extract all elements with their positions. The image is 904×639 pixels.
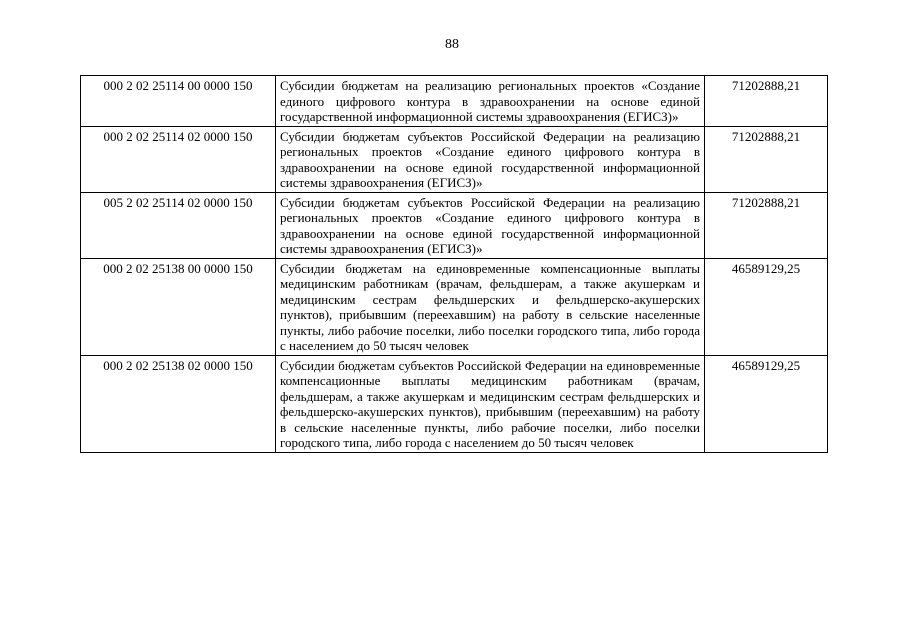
amount-cell: 46589129,25 [705,258,828,355]
amount-cell: 71202888,21 [705,192,828,258]
description-cell: Субсидии бюджетам субъектов Российской Федерации на единовременные компенсационные выплаты медицинским работникам (врачам, фельдшерам, а также акушеркам и медицинским сестрам фельдшерских и фельдшерско-акушерских пунктов), прибывшим (переехавшим) на работу в сельские населенные пункты, либо рабочие поселки, либо поселки городского типа, либо города с населением до 50 тысяч человек [276,355,705,452]
description-cell: Субсидии бюджетам субъектов Российской Федерации на реализацию региональных проектов «Создание единого цифрового контура в здравоохранении на основе единой государственной информационной системы здравоохранения (ЕГИСЗ)» [276,192,705,258]
budget-code-cell: 000 2 02 25138 00 0000 150 [81,258,276,355]
budget-code-cell: 005 2 02 25114 02 0000 150 [81,192,276,258]
budget-code-cell: 000 2 02 25114 00 0000 150 [81,76,276,127]
description-cell: Субсидии бюджетам на единовременные компенсационные выплаты медицинским работникам (врачам, фельдшерам, а также акушеркам и медицинским сестрам фельдшерских и фельдшерско-акушерских пунктов), прибывшим (переехавшим) на работу в сельские населенные пункты, либо рабочие поселки, либо поселки городского типа, либо города с населением до 50 тысяч человек [276,258,705,355]
budget-code-cell: 000 2 02 25114 02 0000 150 [81,126,276,192]
table-row [81,192,828,258]
description-cell: Субсидии бюджетам субъектов Российской Федерации на реализацию региональных проектов «Создание единого цифрового контура в здравоохранении на основе единой государственной информационной системы здравоохранения (ЕГИСЗ)» [276,126,705,192]
table-row [81,355,828,452]
budget-code-cell: 000 2 02 25138 02 0000 150 [81,355,276,452]
table-row [81,76,828,127]
table-row [81,258,828,355]
amount-cell: 71202888,21 [705,126,828,192]
description-cell: Субсидии бюджетам на реализацию региональных проектов «Создание единого цифрового контура в здравоохранении на основе единой государственной информационной системы здравоохранения (ЕГИСЗ)» [276,76,705,127]
page-number: 88 [445,37,459,52]
table-row [81,126,828,192]
budget-revenue-table [80,75,828,453]
amount-cell: 71202888,21 [705,76,828,127]
amount-cell: 46589129,25 [705,355,828,452]
